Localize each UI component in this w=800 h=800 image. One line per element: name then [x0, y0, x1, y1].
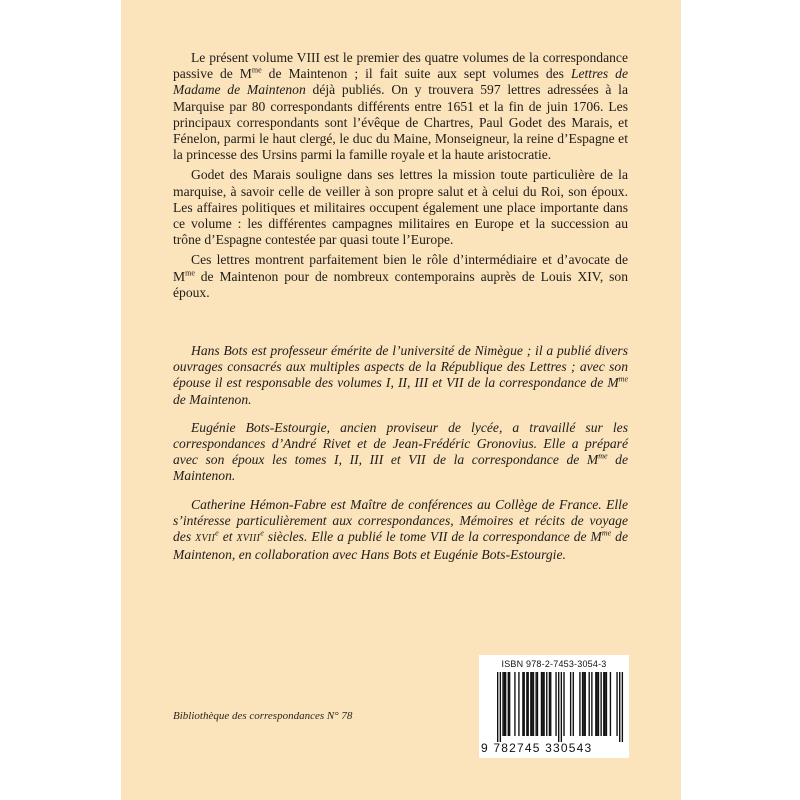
barcode-bar — [509, 672, 510, 736]
barcode-icon — [485, 672, 625, 742]
barcode-bar — [606, 672, 607, 736]
text-span: Hans Bots est professeur émérite de l’université de Nimègue ; il a publié divers ouvrages consacrés aux multiples aspects de la République des Lettres ; avec son épouse il est responsable des volumes I, II, III et VII de la correspondance de M — [173, 343, 628, 391]
century-numeral: XVIII — [236, 533, 261, 545]
superscript: me — [598, 451, 608, 461]
text-span: Le présent volume VIII est le premier des quatre volumes de la correspondance passive de M — [173, 50, 628, 82]
barcode-bar — [543, 672, 544, 736]
isbn-barcode-box — [479, 655, 629, 758]
text-span: et — [218, 529, 237, 545]
text-span: Catherine Hémon-Fabre est Maître de conférences au Collège de France. Elle s’intéresse particulièrement aux correspondances, Mémoires et récits de voyage des — [173, 496, 628, 545]
superscript: me — [185, 268, 195, 278]
bio-hans-bots — [173, 343, 628, 408]
text-span: de Maintenon, en collaboration avec Hans Bots et Eugénie Bots-Estourgie. — [173, 529, 628, 563]
barcode-bar — [585, 672, 586, 736]
barcode-bar — [610, 672, 611, 736]
barcode-bar — [563, 672, 564, 736]
presentation-paragraph-1 — [173, 50, 628, 163]
superscript: e — [260, 528, 264, 538]
barcode-bar — [604, 672, 605, 736]
book-title: Lettres de Madame de Maintenon — [173, 66, 628, 98]
barcode-bar — [530, 672, 531, 736]
superscript: me — [251, 65, 262, 75]
isbn-digits: 9 782745 330543 — [481, 741, 593, 755]
barcode-bar — [524, 672, 525, 736]
barcode-bar — [558, 672, 559, 742]
barcode-bar — [546, 672, 547, 736]
barcode-bar — [522, 672, 523, 736]
back-cover — [121, 0, 681, 800]
barcode-bar — [508, 672, 509, 736]
superscript: me — [601, 528, 612, 538]
barcode-bar — [528, 672, 529, 736]
barcode-bar — [591, 672, 592, 736]
superscript: e — [215, 528, 219, 538]
barcode-bar — [583, 672, 584, 736]
text-span: de Maintenon. — [173, 452, 628, 484]
superscript: me — [618, 374, 628, 384]
text-span: déjà publiés. On y trouvera 597 lettres adressées à la Marquise par 80 correspondants différents entre 1651 et la fin de juin 1706. Les principaux correspondants sont l’évêque de Chartres, Paul Godet des Marais, et Fénelon, parmi le haut clergé, le duc du Maine, Monseigneur, la reine d’Espagne et la princesse des Ursins parmi la famille royale et la haute aristocratie. — [173, 82, 628, 163]
barcode-bar — [603, 672, 604, 736]
barcode-bar — [533, 672, 534, 736]
barcode-bar — [619, 672, 620, 742]
barcode-bar — [541, 672, 542, 736]
barcode-bar — [595, 672, 596, 736]
barcode-bar — [616, 672, 617, 736]
text-span: Ces lettres montrent parfaitement bien le rôle d’intermédiaire et d’avocate de M — [173, 252, 628, 284]
text-span: de Maintenon. — [173, 391, 252, 407]
collection-label: Bibliothèque des correspondances N° 78 — [173, 710, 353, 722]
text-span: de Maintenon pour de nombreux contemporains auprès de Louis XIV, son époux. — [173, 268, 628, 300]
author-bios — [173, 343, 628, 575]
barcode-bar — [582, 672, 583, 736]
barcode-bar — [555, 672, 556, 736]
text-span: de Maintenon ; il fait suite aux sept volumes des — [261, 66, 571, 82]
text-span: siècles. Elle a publié le tome VII de la correspondance de M — [263, 529, 602, 545]
barcode-bar — [497, 672, 498, 742]
barcode-bar — [549, 672, 550, 736]
bio-eugenie-bots-estourgie — [173, 420, 628, 485]
barcode-bar — [596, 672, 597, 736]
barcode-bar — [502, 672, 503, 736]
barcode-bar — [514, 672, 515, 736]
barcode-bar — [589, 672, 590, 736]
presentation-paragraph-3 — [173, 252, 628, 301]
barcode-bar — [518, 672, 519, 736]
barcode-bar — [505, 672, 506, 736]
barcode-bar — [600, 672, 601, 736]
barcode-bar — [570, 672, 571, 736]
barcode-bar — [535, 672, 536, 736]
barcode-bar — [500, 672, 501, 742]
barcode-bar — [550, 672, 551, 736]
barcode-bar — [622, 672, 623, 742]
barcode-bar — [598, 672, 599, 736]
text-span: Eugénie Bots-Estourgie, ancien proviseur de lycée, a travaillé sur les correspondances d’André Rivet et de Jean-Frédéric Gronovius. Elle a préparé avec son époux les tomes I, II, III et VII de la correspondance de M — [173, 419, 628, 468]
bio-catherine-hemon-fabre — [173, 497, 628, 564]
barcode-bar — [579, 672, 580, 736]
barcode-bar — [542, 672, 543, 736]
presentation-paragraph-2: Godet des Marais souligne dans ses lettres la mission toute particulière de la marquise, à savoir celle de veiller à son propre salut et à celui du Roi, son époux. Les affaires politiques et militaires occupent également une place importante dans ce volume : les différentes campagnes militaires en Europe et la succession au trône d’Espagne contestée par quasi toute l’Europe. — [173, 167, 628, 248]
barcode-bar — [504, 672, 505, 736]
barcode-bar — [531, 672, 532, 736]
isbn-label: ISBN 978-2-7453-3054-3 — [501, 659, 607, 669]
barcode-bar — [537, 672, 538, 736]
barcode-bar — [561, 672, 562, 742]
century-numeral: XVII — [195, 533, 216, 545]
presentation-text — [173, 50, 628, 305]
barcode-bar — [526, 672, 527, 736]
barcode-bar — [573, 672, 574, 736]
